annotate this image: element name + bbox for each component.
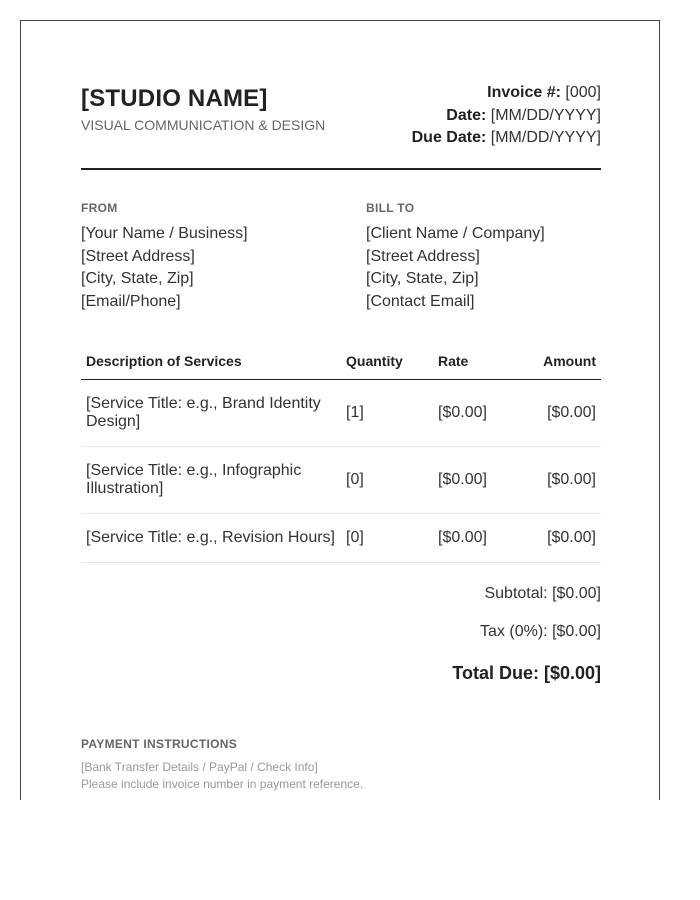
table-row	[81, 447, 601, 514]
column-header-description: Description of Services	[81, 342, 341, 380]
service-rate: [$0.00]	[433, 380, 523, 447]
bill-to-line: [Street Address]	[366, 247, 480, 265]
invoice-number-label: Invoice #:	[487, 84, 561, 101]
invoice-date-label: Date:	[446, 106, 487, 124]
studio-name: [STUDIO NAME]	[81, 85, 268, 112]
payment-details: [Bank Transfer Details / PayPal / Check Info]	[81, 760, 318, 774]
table-row	[81, 514, 601, 563]
from-line: [Your Name / Business]	[81, 225, 248, 242]
header-divider	[81, 168, 601, 170]
bill-to-line: [City, State, Zip]	[366, 270, 479, 287]
service-amount: [$0.00]	[523, 514, 601, 563]
from-block	[81, 201, 248, 313]
services-table	[81, 342, 601, 563]
column-header-quantity: Quantity	[341, 342, 433, 380]
service-amount: [$0.00]	[523, 380, 601, 447]
due-date-value: [MM/DD/YYYY]	[490, 129, 601, 146]
column-header-rate: Rate	[433, 342, 523, 380]
invoice-date-value: [MM/DD/YYYY]	[490, 106, 601, 124]
bill-to-block	[366, 201, 545, 313]
service-description: [Service Title: e.g., Brand Identity Design]	[81, 380, 341, 447]
service-rate: [$0.00]	[433, 514, 523, 563]
due-date-row	[412, 127, 601, 150]
invoice-number-row	[412, 82, 601, 105]
bill-to-heading: BILL TO	[366, 201, 415, 215]
tax: Tax (0%): [$0.00]	[480, 623, 601, 640]
from-line: [Email/Phone]	[81, 292, 181, 310]
subtotal: Subtotal: [$0.00]	[484, 585, 601, 602]
from-heading: FROM	[81, 201, 118, 215]
invoice-page	[20, 20, 660, 800]
due-date-label: Due Date:	[411, 129, 487, 146]
service-quantity: [0]	[341, 447, 433, 514]
bill-to-line: [Client Name / Company]	[366, 225, 545, 242]
service-amount: [$0.00]	[523, 447, 601, 514]
studio-tagline: VISUAL COMMUNICATION & DESIGN	[81, 117, 326, 133]
service-description: [Service Title: e.g., Infographic Illustration]	[81, 447, 341, 514]
service-rate: [$0.00]	[433, 447, 523, 514]
bill-to-line: [Contact Email]	[366, 292, 475, 310]
invoice-meta	[412, 82, 601, 150]
column-header-amount: Amount	[523, 342, 601, 380]
payment-instructions	[81, 737, 363, 793]
from-line: [City, State, Zip]	[81, 270, 194, 287]
total-due: Total Due: [$0.00]	[452, 663, 601, 683]
payment-heading: PAYMENT INSTRUCTIONS	[81, 737, 238, 751]
service-quantity: [0]	[341, 514, 433, 563]
service-description: [Service Title: e.g., Revision Hours]	[81, 514, 341, 563]
invoice-date-row	[412, 105, 601, 128]
from-line: [Street Address]	[81, 247, 195, 265]
table-row	[81, 380, 601, 447]
service-quantity: [1]	[341, 380, 433, 447]
invoice-number-value: [000]	[565, 84, 601, 101]
payment-note: Please include invoice number in payment reference.	[81, 777, 364, 791]
table-header-row	[81, 342, 601, 380]
